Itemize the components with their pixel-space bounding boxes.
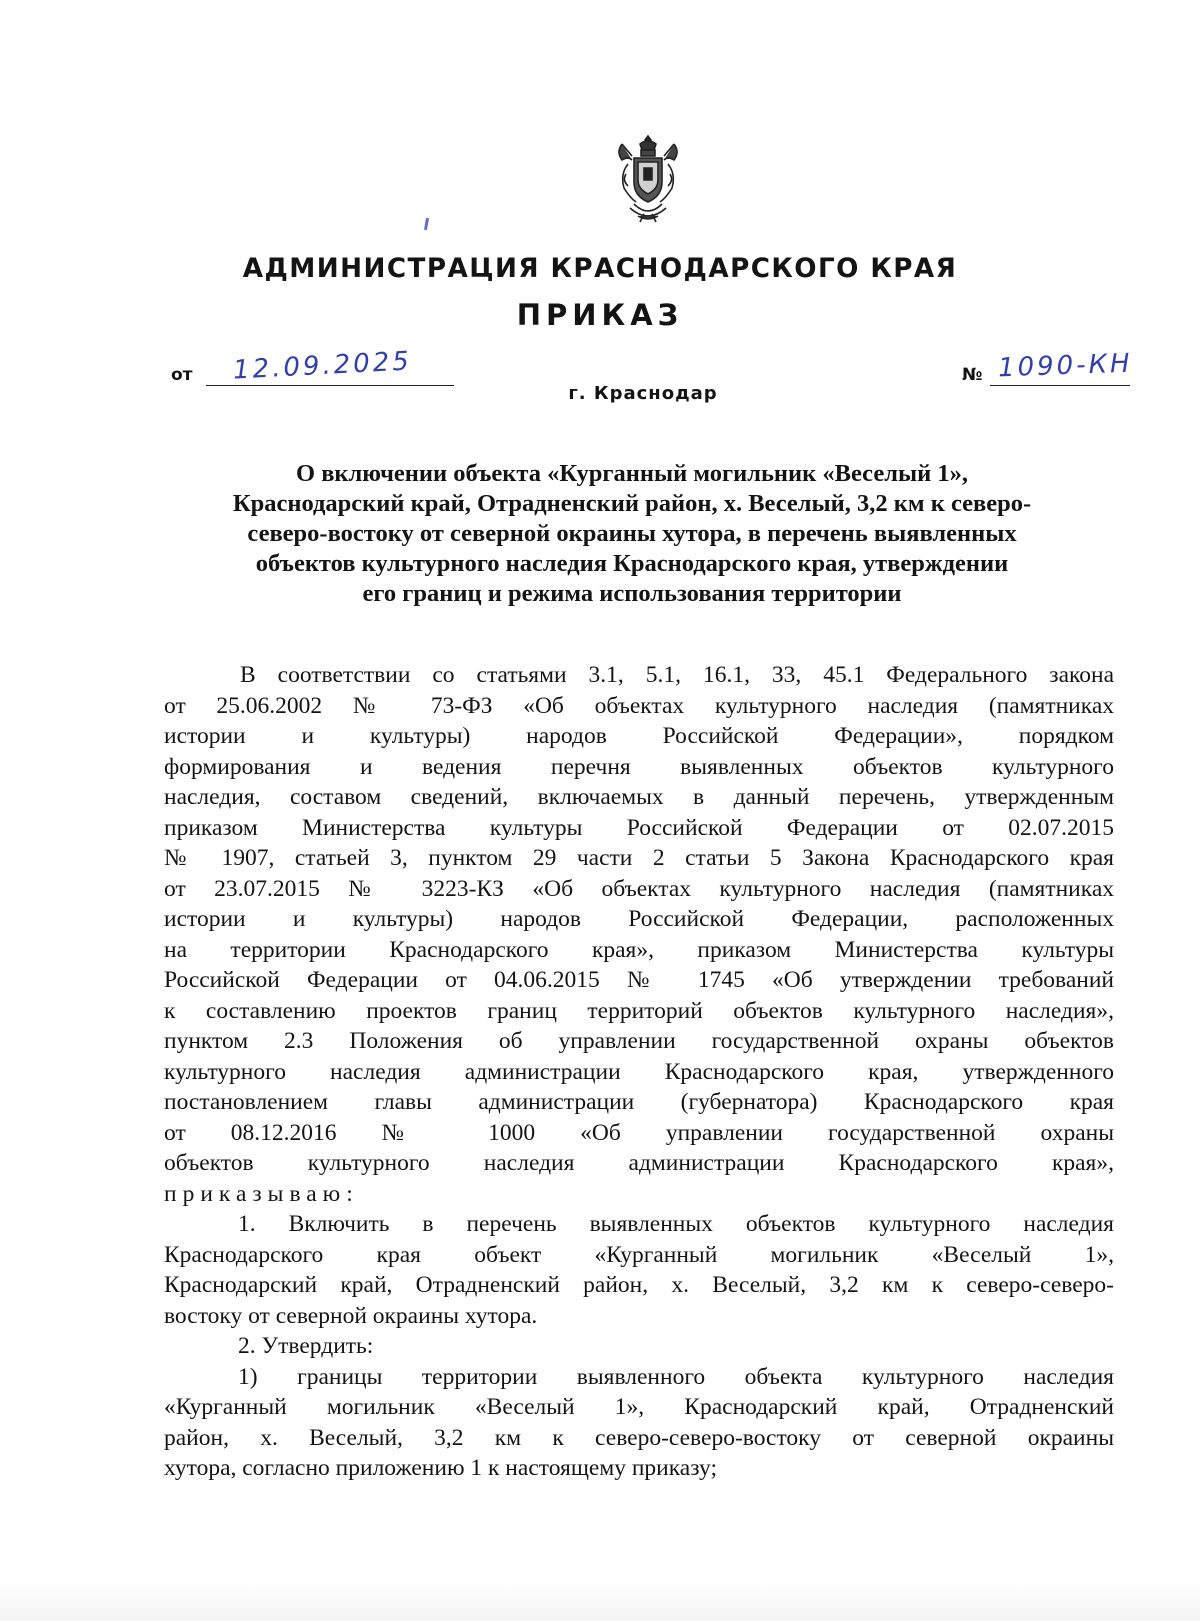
body-line: от 08.12.2016 № 1000 «Об управлении государственной охраны bbox=[164, 1119, 1114, 1146]
body-line: Краснодарского края объект «Курганный могильник «Веселый 1», bbox=[164, 1241, 1114, 1268]
body-line: 1. Включить в перечень выявленных объектов культурного наследия bbox=[238, 1211, 1114, 1237]
body-line: пунктом 2.3 Положения об управлении государственной охраны объектов bbox=[164, 1028, 1114, 1054]
body-line: истории и культуры) народов Российской Федерации», порядком bbox=[164, 723, 1114, 749]
body-line: № 1907, статьей 3, пунктом 29 части 2 статьи 5 Закона Краснодарского края bbox=[164, 845, 1114, 871]
body-line: истории и культуры) народов Российской Федерации, расположенных bbox=[164, 906, 1114, 932]
body-line: приказом Министерства культуры Российской Федерации от 02.07.2015 bbox=[164, 814, 1114, 841]
body-line-decree: приказываю: bbox=[164, 1180, 359, 1207]
body-line: 1) границы территории выявленного объекта культурного наследия bbox=[238, 1363, 1114, 1390]
order-body bbox=[164, 660, 1114, 1484]
handwritten-date: 12.09.2025 bbox=[232, 346, 413, 386]
body-line: от 23.07.2015 № 3223-КЗ «Об объектах культурного наследия (памятниках bbox=[164, 875, 1114, 902]
date-prefix: от bbox=[171, 365, 193, 385]
title-line: объектов культурного наследия Краснодарского края, утверждении bbox=[255, 550, 1009, 577]
body-line: наследия, составом сведений, включаемых в данный перечень, утвержденным bbox=[164, 784, 1114, 810]
coat-of-arms-icon bbox=[614, 134, 682, 224]
number-prefix: № bbox=[962, 365, 983, 385]
body-line: Краснодарский край, Отрадненский район, х. Веселый, 3,2 км к северо-северо- bbox=[164, 1272, 1114, 1298]
title-line: Краснодарский край, Отрадненский район, х. Веселый, 3,2 км к северо- bbox=[232, 490, 1032, 517]
body-line: Российской Федерации от 04.06.2015 № 1745 «Об утверждении требований bbox=[164, 967, 1114, 993]
body-line: от 25.06.2002 № 73-ФЗ «Об объектах культурного наследия (памятниках bbox=[164, 692, 1114, 719]
city-line: г. Краснодар bbox=[568, 383, 718, 404]
body-line: постановлением главы администрации (губернатора) Краснодарского края bbox=[164, 1089, 1114, 1115]
handwritten-number: 1090-КН bbox=[997, 348, 1134, 384]
body-line: объектов культурного наследия администрации Краснодарского края», bbox=[164, 1150, 1114, 1176]
title-line: О включении объекта «Курганный могильник «Веселый 1», bbox=[296, 460, 968, 487]
body-line: на территории Краснодарского края», приказом Министерства культуры bbox=[164, 936, 1114, 963]
organization-heading: АДМИНИСТРАЦИЯ КРАСНОДАРСКОГО КРАЯ bbox=[242, 253, 958, 284]
body-line: хутора, согласно приложению 1 к настоящему приказу; bbox=[164, 1455, 717, 1481]
order-title bbox=[170, 459, 1094, 609]
title-line: его границ и режима использования территории bbox=[362, 580, 902, 607]
document-type-heading: ПРИКАЗ bbox=[516, 298, 684, 332]
body-line: к составлению проектов границ территорий объектов культурного наследия», bbox=[164, 997, 1114, 1024]
body-line: В соответствии со статьями 3.1, 5.1, 16.1, 33, 45.1 Федерального закона bbox=[240, 662, 1114, 688]
scan-edge-shadow bbox=[0, 1580, 1200, 1621]
body-line: 2. Утвердить: bbox=[238, 1333, 374, 1359]
title-line: северо-востоку от северной окраины хутора, в перечень выявленных bbox=[247, 520, 1017, 547]
body-line: «Курганный могильник «Веселый 1», Краснодарский край, Отрадненский bbox=[164, 1394, 1114, 1420]
stray-pen-mark bbox=[424, 218, 429, 230]
body-line: район, х. Веселый, 3,2 км к северо-северо-востоку от северной окраины bbox=[164, 1424, 1114, 1451]
body-line: культурного наследия администрации Краснодарского края, утвержденного bbox=[164, 1058, 1114, 1085]
body-line: востоку от северной окраины хутора. bbox=[164, 1302, 538, 1329]
body-line: формирования и ведения перечня выявленных объектов культурного bbox=[164, 753, 1114, 780]
